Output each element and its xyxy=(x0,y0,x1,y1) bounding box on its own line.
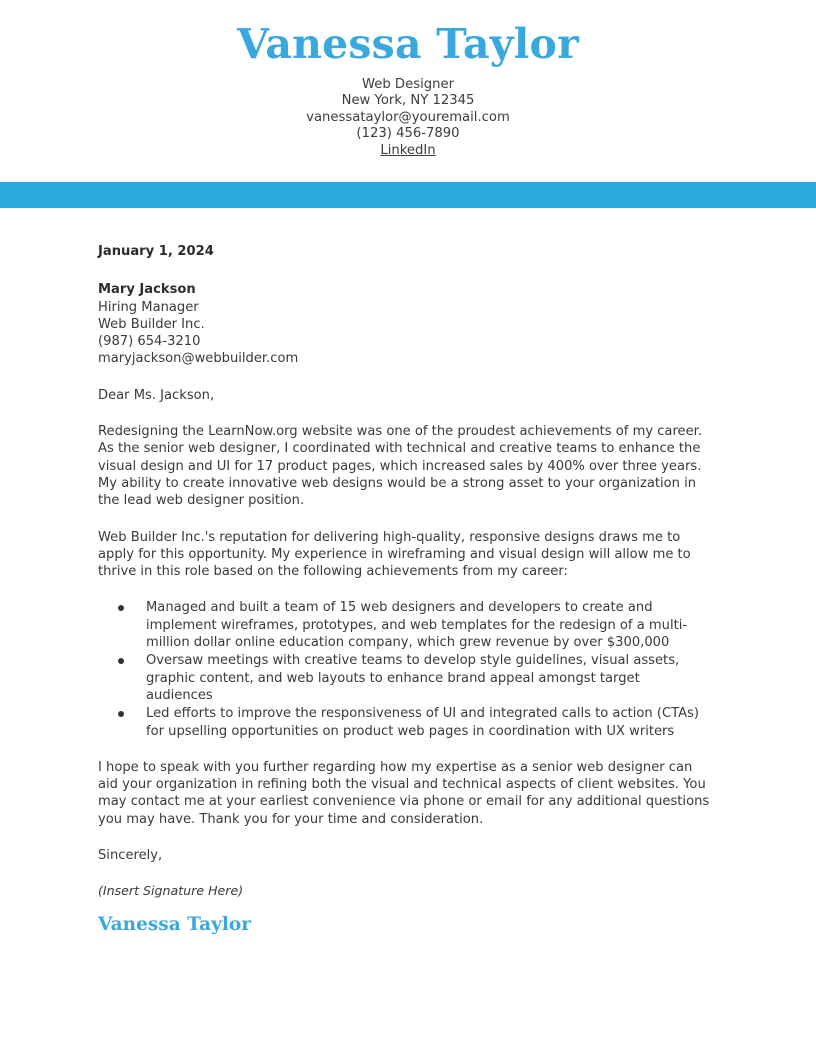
signature-name: Vanessa Taylor xyxy=(98,913,251,935)
bullet-icon xyxy=(118,658,124,664)
recipient-block xyxy=(98,281,710,367)
recipient-title: Hiring Manager xyxy=(98,299,199,315)
body-paragraph-2: Web Builder Inc.'s reputation for delivering high-quality, responsive designs draws me to apply for this opportunity. My experience in wireframing and visual design will allow me to thrive in this role based on the following achievements from my career: xyxy=(98,529,691,580)
contact-phone: (123) 456-7890 xyxy=(356,126,460,142)
contact-location: New York, NY 12345 xyxy=(341,93,475,109)
recipient-name: Mary Jackson xyxy=(98,282,196,298)
contact-job-title: Web Designer xyxy=(361,76,454,92)
letter-header xyxy=(0,0,816,159)
contact-block xyxy=(0,77,816,159)
achievement-text: Managed and built a team of 15 web designers and developers to create and implement wireframes, prototypes, and web templates for the redesign of a multi-million dollar online education company, which grew revenue by over $300,000 xyxy=(146,600,688,651)
list-item xyxy=(98,705,710,740)
contact-email: vanessataylor@youremail.com xyxy=(306,109,510,125)
list-item xyxy=(98,652,710,704)
achievements-list xyxy=(98,599,710,739)
achievement-text: Oversaw meetings with creative teams to develop style guidelines, visual assets, graphic content, and web layouts to enhance brand appeal amongst target audiences xyxy=(146,653,680,703)
achievement-text: Led efforts to improve the responsiveness of UI and integrated calls to action (CTAs) for upselling opportunities on product web pages in coordination with UX writers xyxy=(146,706,700,739)
sign-off: Sincerely, xyxy=(98,848,163,864)
list-item xyxy=(98,599,710,651)
bullet-icon xyxy=(118,711,124,717)
accent-banner xyxy=(0,182,816,208)
linkedin-link[interactable]: LinkedIn xyxy=(380,142,436,158)
closing-paragraph: I hope to speak with you further regarding how my expertise as a senior web designer can aid your organization in refining both the visual and technical aspects of client websites. You may contact me at your earliest convenience via phone or email for any additional questions you may have. Thank you for your time and consideration. xyxy=(98,759,710,827)
page-title: Vanessa Taylor xyxy=(237,20,579,68)
bullet-icon xyxy=(118,605,124,611)
recipient-email: maryjackson@webbuilder.com xyxy=(98,351,299,367)
salutation: Dear Ms. Jackson, xyxy=(98,387,215,403)
recipient-phone: (987) 654-3210 xyxy=(98,334,201,350)
body-paragraph-1: Redesigning the LearnNow.org website was one of the proudest achievements of my career. As the senior web designer, I coordinated with technical and creative teams to enhance the visual design and UI for 17 product pages, which increased sales by 400% over three years. My ability to create innovative web designs would be a strong asset to your organization in the lead web designer position. xyxy=(98,424,703,509)
recipient-company: Web Builder Inc. xyxy=(98,316,205,332)
letter-date: January 1, 2024 xyxy=(98,244,214,259)
letter-body xyxy=(98,243,710,933)
signature-placeholder: (Insert Signature Here) xyxy=(98,883,244,899)
